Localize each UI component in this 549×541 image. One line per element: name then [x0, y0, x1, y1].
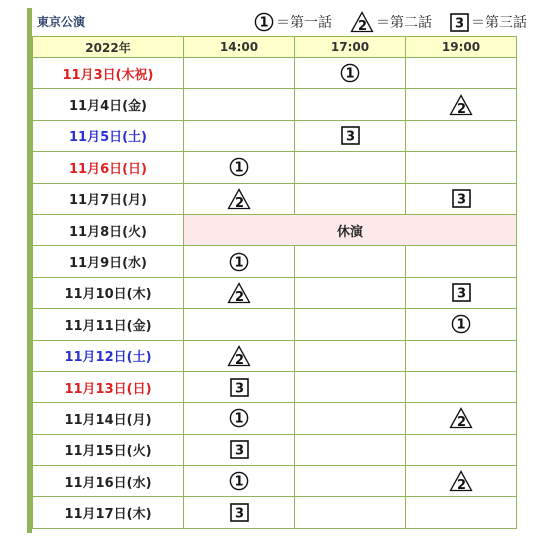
- slot-1400-cell: [184, 403, 295, 434]
- circled-one-icon: [340, 63, 360, 83]
- table-row: [33, 214, 517, 245]
- slot-1700-cell: [295, 371, 406, 402]
- triangle-two-icon: [350, 11, 374, 33]
- triangle-two-icon: [449, 94, 473, 116]
- slot-1900-cell: [406, 120, 517, 151]
- svg-text:1: 1: [234, 412, 244, 428]
- table-row: [33, 466, 517, 497]
- svg-text:1: 1: [345, 66, 355, 82]
- slot-1400-cell: [184, 58, 295, 89]
- slot-1700-cell: [295, 89, 406, 120]
- legend-label: ＝第一話: [276, 15, 332, 31]
- svg-text:2: 2: [234, 289, 245, 304]
- circled-one-icon: [229, 157, 249, 177]
- slot-1400-cell: [184, 89, 295, 120]
- triangle-two-icon: [449, 407, 473, 429]
- table-row: [33, 434, 517, 465]
- slot-1700-cell: [295, 466, 406, 497]
- svg-text:1: 1: [234, 160, 244, 176]
- slot-1700-cell: [295, 183, 406, 214]
- slot-1400-cell: [184, 120, 295, 151]
- boxed-three-icon: [230, 440, 249, 459]
- slot-1700-cell: [295, 434, 406, 465]
- table-row: [33, 403, 517, 434]
- slot-1900-cell: [406, 309, 517, 340]
- date-cell: 11月8日(火): [33, 214, 184, 245]
- svg-text:2: 2: [234, 352, 245, 367]
- svg-text:2: 2: [456, 415, 467, 430]
- legend-item-1: [254, 12, 332, 32]
- svg-text:3: 3: [456, 192, 466, 208]
- circled-one-icon: [254, 12, 274, 32]
- svg-text:3: 3: [345, 129, 355, 145]
- circled-one-icon: [451, 314, 471, 334]
- table-row: [33, 183, 517, 214]
- svg-text:3: 3: [234, 506, 244, 522]
- table-row: [33, 246, 517, 277]
- date-cell: 11月5日(土): [33, 120, 184, 151]
- slot-1900-cell: [406, 277, 517, 308]
- table-row: [33, 89, 517, 120]
- date-cell: 11月14日(月): [33, 403, 184, 434]
- date-cell: 11月7日(月): [33, 183, 184, 214]
- slot-1700-cell: [295, 58, 406, 89]
- slot-1700-cell: [295, 309, 406, 340]
- slot-1900-cell: [406, 58, 517, 89]
- slot-1700-cell: [295, 277, 406, 308]
- slot-1900-cell: [406, 183, 517, 214]
- svg-text:2: 2: [357, 19, 368, 33]
- svg-text:2: 2: [456, 101, 467, 116]
- table-row: [33, 371, 517, 402]
- svg-text:1: 1: [234, 474, 244, 490]
- triangle-two-icon: [227, 282, 251, 304]
- slot-1700-cell: [295, 497, 406, 528]
- slot-1400-cell: [184, 309, 295, 340]
- col-header-1700: 17:00: [295, 37, 406, 58]
- boxed-three-icon: [452, 189, 471, 208]
- circled-one-icon: [229, 471, 249, 491]
- closed-cell: 休演: [184, 214, 517, 245]
- legend-item-3: [450, 12, 527, 32]
- legend-label: ＝第二話: [376, 15, 432, 31]
- svg-text:3: 3: [454, 16, 465, 31]
- table-header-row: [33, 37, 517, 58]
- date-cell: 11月9日(水): [33, 246, 184, 277]
- table-row: [33, 340, 517, 371]
- triangle-two-icon: [227, 188, 251, 210]
- slot-1900-cell: [406, 434, 517, 465]
- date-cell: 11月12日(土): [33, 340, 184, 371]
- boxed-three-icon: [230, 378, 249, 397]
- svg-text:2: 2: [234, 195, 245, 210]
- slot-1400-cell: [184, 497, 295, 528]
- slot-1900-cell: [406, 152, 517, 183]
- date-cell: 11月17日(木): [33, 497, 184, 528]
- svg-text:3: 3: [456, 286, 466, 302]
- legend-label: ＝第三話: [471, 15, 527, 31]
- slot-1900-cell: [406, 497, 517, 528]
- svg-text:1: 1: [456, 317, 466, 333]
- episode-legend: [254, 8, 527, 36]
- svg-text:2: 2: [456, 478, 467, 493]
- slot-1900-cell: [406, 466, 517, 497]
- circled-one-icon: [229, 408, 249, 428]
- boxed-three-icon: [341, 126, 360, 145]
- svg-text:3: 3: [234, 381, 244, 397]
- slot-1400-cell: [184, 340, 295, 371]
- table-row: [33, 58, 517, 89]
- svg-text:3: 3: [234, 443, 244, 459]
- boxed-three-icon: [452, 283, 471, 302]
- triangle-two-icon: [227, 345, 251, 367]
- slot-1900-cell: [406, 403, 517, 434]
- date-cell: 11月15日(火): [33, 434, 184, 465]
- svg-text:1: 1: [259, 15, 269, 31]
- slot-1700-cell: [295, 340, 406, 371]
- date-cell: 11月4日(金): [33, 89, 184, 120]
- slot-1400-cell: [184, 466, 295, 497]
- table-row: [33, 277, 517, 308]
- slot-1700-cell: [295, 246, 406, 277]
- date-cell: 11月13日(日): [33, 371, 184, 402]
- slot-1900-cell: [406, 246, 517, 277]
- slot-1700-cell: [295, 120, 406, 151]
- triangle-two-icon: [449, 470, 473, 492]
- slot-1400-cell: [184, 152, 295, 183]
- date-cell: 11月10日(木): [33, 277, 184, 308]
- slot-1700-cell: [295, 152, 406, 183]
- table-row: [33, 309, 517, 340]
- slot-1400-cell: [184, 277, 295, 308]
- legend-item-2: [350, 11, 432, 33]
- circled-one-icon: [229, 252, 249, 272]
- venue-title: 東京公演: [37, 15, 86, 29]
- svg-text:1: 1: [234, 255, 244, 271]
- schedule-table: [32, 36, 517, 529]
- slot-1400-cell: [184, 246, 295, 277]
- boxed-three-icon: [450, 13, 469, 32]
- date-cell: 11月3日(木祝): [33, 58, 184, 89]
- boxed-three-icon: [230, 503, 249, 522]
- col-header-year: 2022年: [33, 37, 184, 58]
- slot-1400-cell: [184, 371, 295, 402]
- date-cell: 11月11日(金): [33, 309, 184, 340]
- slot-1700-cell: [295, 403, 406, 434]
- top-bar: [27, 8, 527, 36]
- table-row: [33, 120, 517, 151]
- col-header-1900: 19:00: [406, 37, 517, 58]
- slot-1900-cell: [406, 340, 517, 371]
- slot-1900-cell: [406, 371, 517, 402]
- table-row: [33, 497, 517, 528]
- slot-1900-cell: [406, 89, 517, 120]
- col-header-1400: 14:00: [184, 37, 295, 58]
- slot-1400-cell: [184, 434, 295, 465]
- table-row: [33, 152, 517, 183]
- date-cell: 11月6日(日): [33, 152, 184, 183]
- slot-1400-cell: [184, 183, 295, 214]
- date-cell: 11月16日(水): [33, 466, 184, 497]
